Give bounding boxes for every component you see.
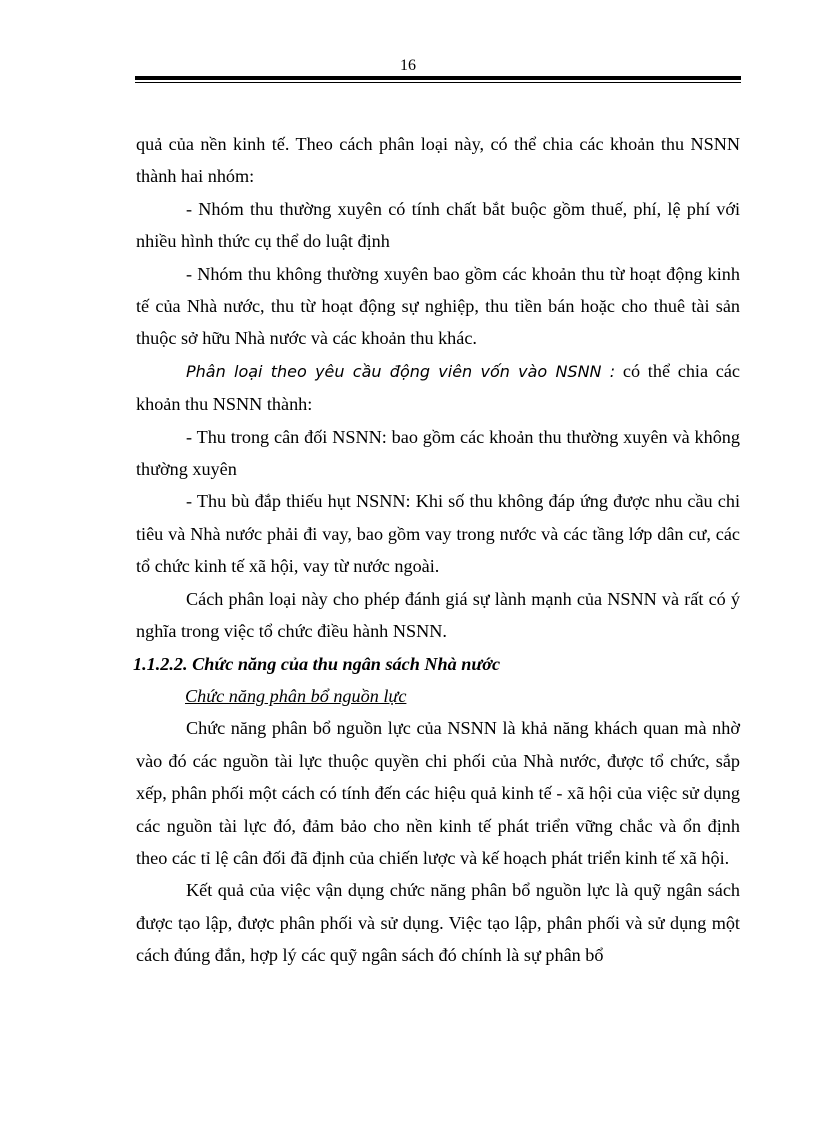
document-body xyxy=(133,128,740,972)
paragraph: - Thu bù đắp thiếu hụt NSNN: Khi số thu không đáp ứng được nhu cầu chi tiêu và Nhà nước phải đi vay, bao gồm vay trong nước và các tầng lớp dân cư, các tổ chức kinh tế xã hội, vay từ nước ngoài. xyxy=(136,491,740,577)
header-rule-thick xyxy=(135,76,741,80)
italic-lead-text: Phân loại theo yêu cầu động viên vốn vào NSNN : xyxy=(186,361,616,381)
paragraph-text: có thể chia các khoản thu NSNN thành: xyxy=(136,360,740,415)
paragraph: Kết quả của việc vận dụng chức năng phân bổ nguồn lực là quỹ ngân sách được tạo lập, được phân phối và sử dụng. Việc tạo lập, phân phối và sử dụng một cách đúng đắn, hợp lý các quỹ ngân sách đó chính là sự phân bổ xyxy=(136,880,740,966)
page-number: 16 xyxy=(400,57,416,74)
paragraph: - Thu trong cân đối NSNN: bao gồm các khoản thu thường xuyên và không thường xuyên xyxy=(136,426,740,480)
paragraph xyxy=(136,355,740,421)
paragraph: Chức năng phân bổ nguồn lực của NSNN là khả năng khách quan mà nhờ vào đó các nguồn tài lực thuộc quyền chi phối của Nhà nước, được tổ chức, sắp xếp, phân phối một cách có tính đến các hiệu quả kinh tế - xã hội của việc sử dụng các nguồn tài lực đó, đảm bảo cho nền kinh tế phát triển vững chắc và ổn định theo các tỉ lệ cân đối đã định của chiến lược và kế hoạch phát triển kinh tế xã hội. xyxy=(136,718,740,868)
subsection-heading: Chức năng phân bổ nguồn lực xyxy=(185,685,407,706)
paragraph: quả của nền kinh tế. Theo cách phân loại này, có thể chia các khoản thu NSNN thành hai nhóm: xyxy=(136,134,740,187)
section-heading: 1.1.2.2. Chức năng của thu ngân sách Nhà nước xyxy=(133,653,501,674)
header-rule-thin xyxy=(135,82,741,83)
paragraph: - Nhóm thu thường xuyên có tính chất bắt buộc gồm thuế, phí, lệ phí với nhiều hình thức cụ thể do luật định xyxy=(136,198,740,252)
paragraph: Cách phân loại này cho phép đánh giá sự lành mạnh của NSNN và rất có ý nghĩa trong việc tổ chức điều hành NSNN. xyxy=(136,588,740,642)
paragraph: - Nhóm thu không thường xuyên bao gồm các khoản thu từ hoạt động kinh tế của Nhà nước, thu từ hoạt động sự nghiệp, thu tiền bán hoặc cho thuê tài sản thuộc sở hữu Nhà nước và các khoản thu khác. xyxy=(136,263,740,349)
